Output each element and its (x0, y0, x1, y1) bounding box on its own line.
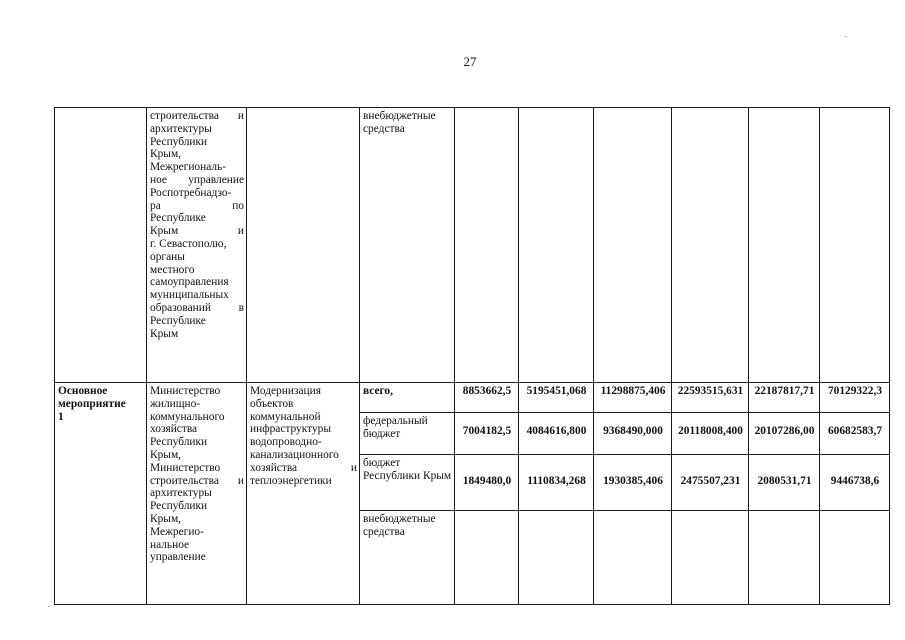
value-cell (672, 511, 749, 605)
value-cell: 5195451,068 (519, 383, 594, 413)
value-cell: 20107286,00 (749, 413, 820, 455)
value-cell: 9446738,6 (820, 455, 890, 511)
table-row-total (55, 383, 890, 413)
value-cell: 8853662,5 (455, 383, 519, 413)
value-cell: 22187817,71 (749, 383, 820, 413)
value-cell (820, 108, 890, 383)
executors-cell: Министерство жилищно- коммунального хозяйства Республики Крым, Министерство строительства и архитектуры Республики Крым, Межрегио- нальное управление (147, 383, 247, 605)
source-cell: внебюджетные средства (360, 511, 455, 605)
scan-speck: . (845, 30, 847, 39)
value-cell (519, 511, 594, 605)
source-cell: внебюджетные средства (360, 108, 455, 383)
value-cell: 1110834,268 (519, 455, 594, 511)
value-cell: 1849480,0 (455, 455, 519, 511)
value-cell: 7004182,5 (455, 413, 519, 455)
title-cell: Основное мероприятие 1 (55, 383, 147, 605)
value-cell (455, 108, 519, 383)
value-cell: 4084616,800 (519, 413, 594, 455)
value-cell (749, 511, 820, 605)
value-cell: 11298875,406 (594, 383, 672, 413)
value-cell (519, 108, 594, 383)
title-cell (55, 108, 147, 383)
value-cell: 60682583,7 (820, 413, 890, 455)
description-cell: Модернизация объектов коммунальной инфраструктуры водопроводно- канализационного хозяйства и теплоэнергетики (247, 383, 360, 605)
executors-cell: строительства и архитектуры Республики Крым, Межрегиональ- ное управление Роспотребнадзо- ра по Республике Крым и г. Севастополю, органы местного самоуправления муниципальных образований в Республике Крым (147, 108, 247, 383)
budget-table (54, 107, 890, 605)
source-cell: федеральный бюджет (360, 413, 455, 455)
value-cell: 1930385,406 (594, 455, 672, 511)
page-number: 27 (463, 54, 477, 69)
value-cell (749, 108, 820, 383)
source-cell: всего, (360, 383, 455, 413)
value-cell (594, 108, 672, 383)
source-cell: бюджет Республики Крым (360, 455, 455, 511)
value-cell: 70129322,3 (820, 383, 890, 413)
value-cell (820, 511, 890, 605)
value-cell (455, 511, 519, 605)
value-cell: 2475507,231 (672, 455, 749, 511)
value-cell: 9368490,000 (594, 413, 672, 455)
value-cell: 20118008,400 (672, 413, 749, 455)
value-cell (672, 108, 749, 383)
table-row-continuation (55, 108, 890, 383)
description-cell (247, 108, 360, 383)
value-cell (594, 511, 672, 605)
value-cell: 2080531,71 (749, 455, 820, 511)
value-cell: 22593515,631 (672, 383, 749, 413)
scan-speck: . (48, 600, 50, 609)
